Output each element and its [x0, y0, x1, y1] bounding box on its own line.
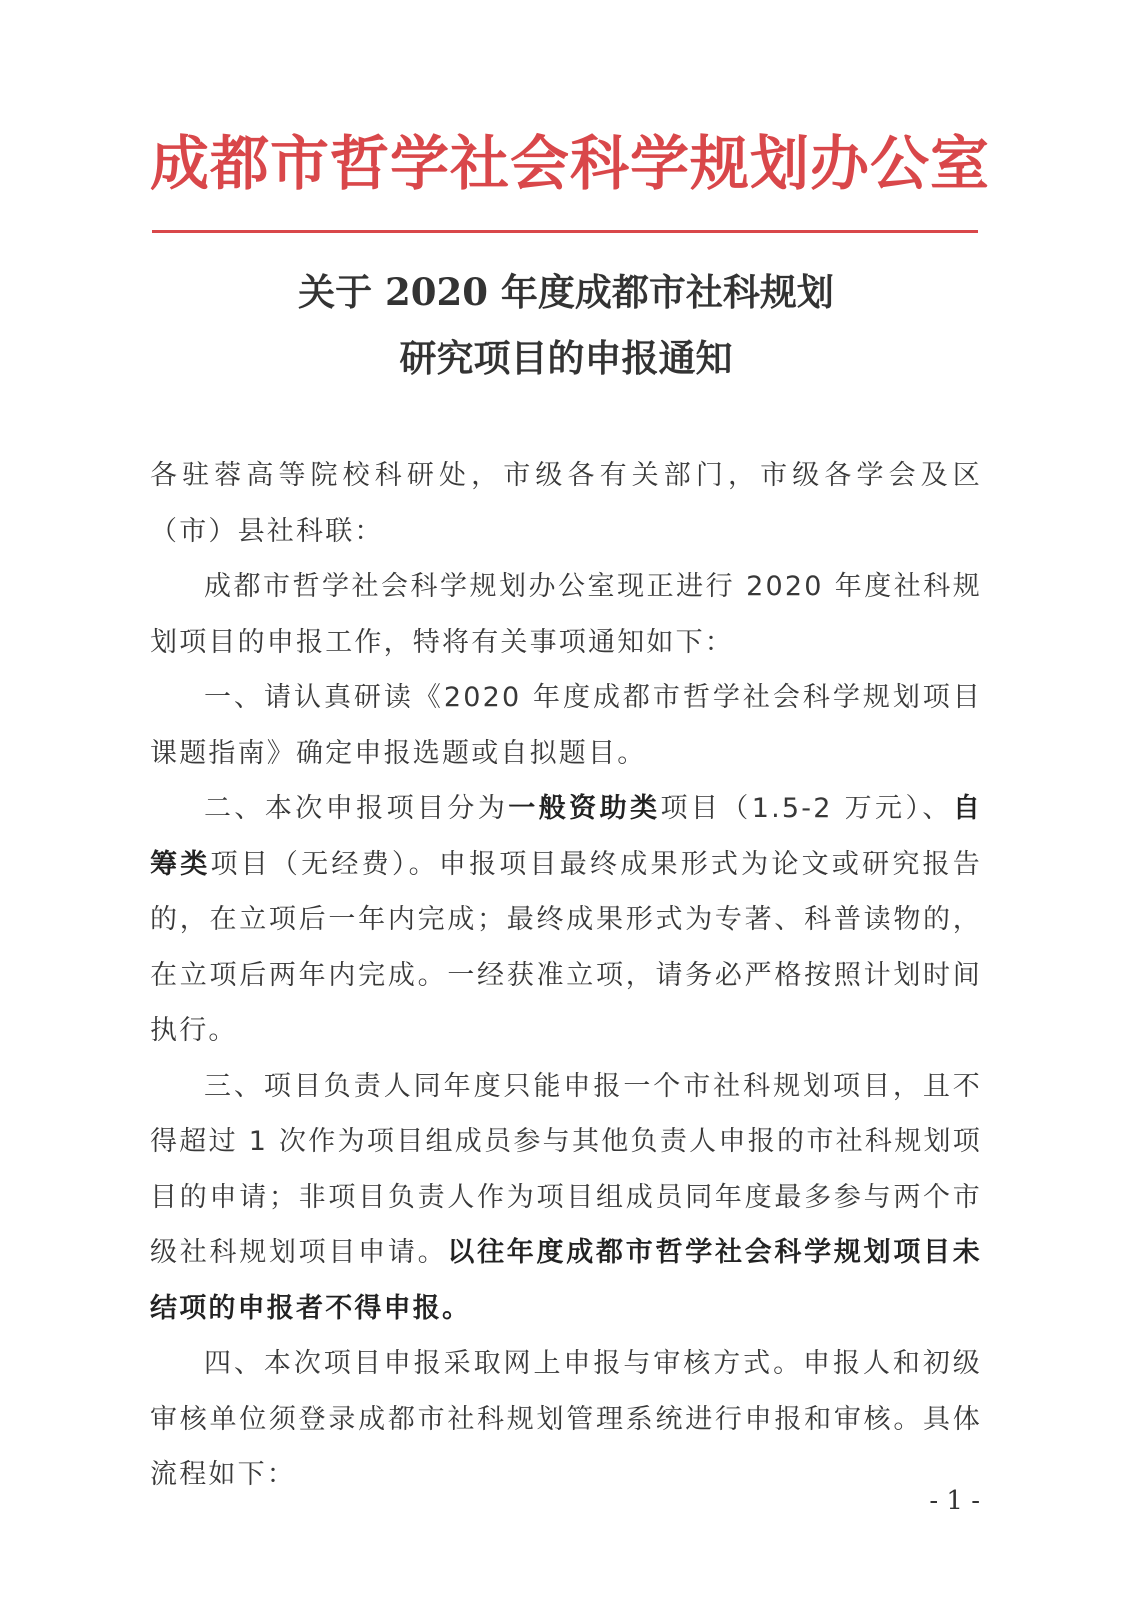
salutation: 各驻蓉高等院校科研处，市级各有关部门，市级各学会及区（市）县社科联：: [150, 460, 982, 547]
page-number: - 1 -: [929, 1486, 980, 1516]
item-2-mid: 项目（1.5-2 万元）、: [660, 793, 953, 824]
item-3-text: 三、项目负责人同年度只能申报一个市社科规划项目，且不得超过 1 次作为项目组成员参与其他负责人申报的市社科规划项目的申请；非项目负责人作为项目组成员同年度最多参与两个市级社科规划项目申请。: [150, 1070, 982, 1268]
masthead-organization: 成都市哲学社会科学规划办公室: [150, 129, 991, 198]
item-2-self-funded: 自筹类: [150, 793, 983, 880]
item-2-paragraph: [150, 781, 982, 1059]
document-body: [150, 448, 982, 1503]
document-title-line-1: 关于 2020 年度成都市社科规划: [298, 270, 834, 314]
item-2-general-funding: 一般资助类: [508, 793, 661, 824]
item-4-paragraph: 四、本次项目申报采取网上申报与审核方式。申报人和初级审核单位须登录成都市社科规划管理系统进行申报和审核。具体流程如下：: [150, 1348, 982, 1490]
intro-paragraph: 成都市哲学社会科学规划办公室现正进行 2020 年度社科规划项目的申报工作，特将有关事项通知如下：: [150, 571, 982, 658]
document-title-line-2: 研究项目的申报通知: [399, 336, 733, 380]
red-divider-line: [152, 230, 978, 233]
item-3-restriction: 以往年度成都市哲学社会科学规划项目未结项的申报者不得申报。: [150, 1237, 983, 1324]
item-2-prefix: 二、本次申报项目分为: [204, 793, 509, 824]
item-2-suffix: 项目（无经费）。申报项目最终成果形式为论文或研究报告的，在立项后一年内完成；最终成果形式为专著、科普读物的，在立项后两年内完成。一经获准立项，请务必严格按照计划时间执行。: [150, 848, 982, 1046]
item-3-paragraph: [150, 1059, 982, 1337]
item-1-paragraph: 一、请认真研读《2020 年度成都市哲学社会科学规划项目课题指南》确定申报选题或自拟题目。: [150, 682, 982, 769]
